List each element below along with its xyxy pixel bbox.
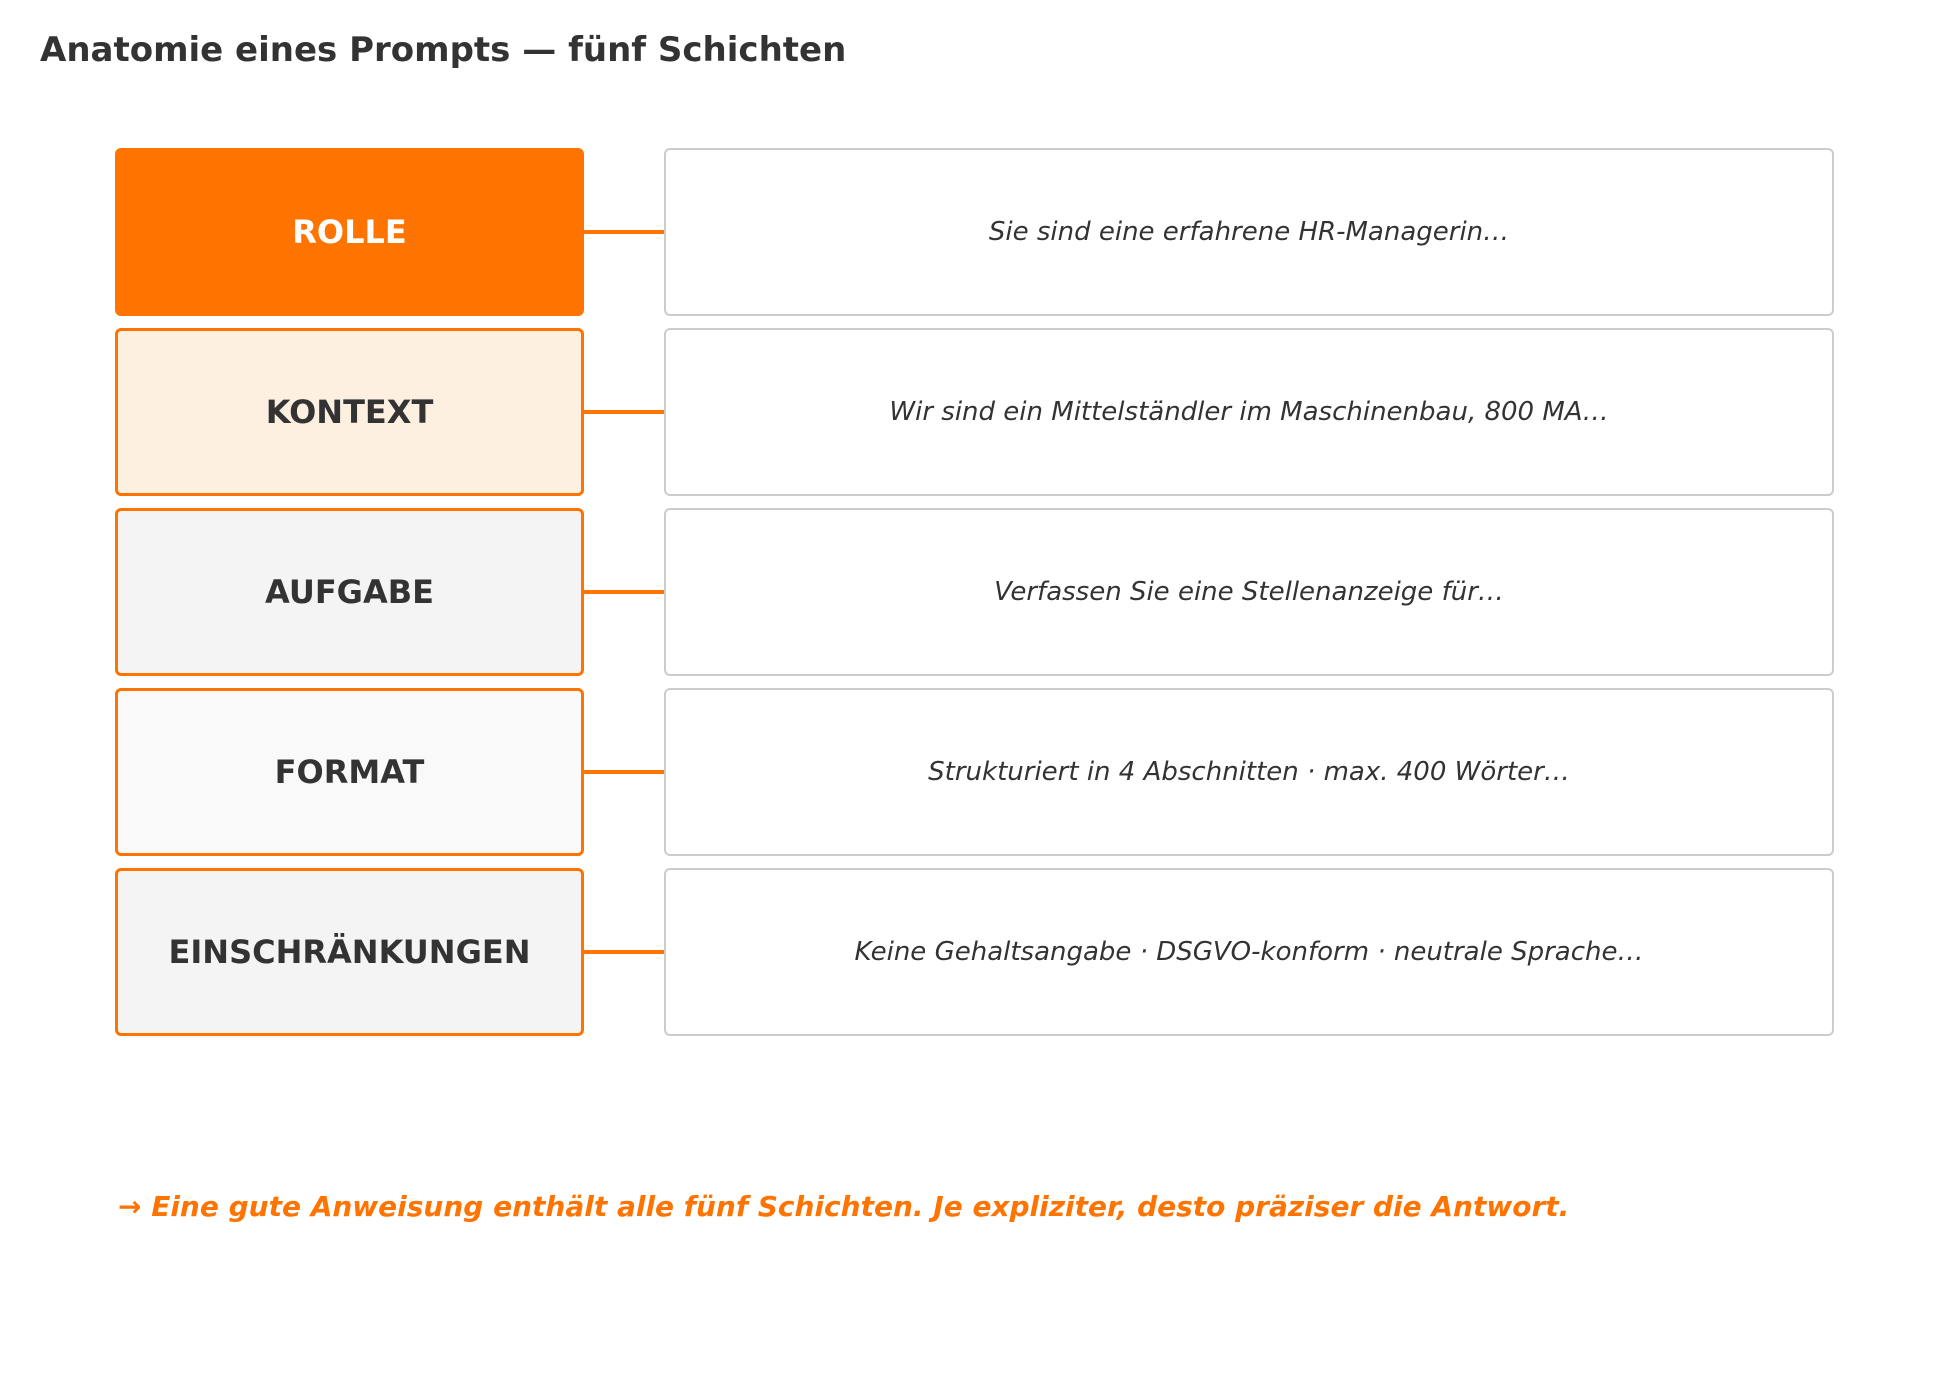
- layer-format: [115, 688, 1834, 860]
- layer-description: Verfassen Sie eine Stellenanzeige für…: [994, 577, 1504, 607]
- footer-note: → Eine gute Anweisung enthält alle fünf Schichten. Je expliziter, desto präziser die Antwort.: [118, 1190, 1570, 1223]
- layer-label-box: [115, 148, 584, 316]
- layer-label-box: [115, 508, 584, 676]
- layer-description-box: [664, 868, 1834, 1036]
- layer-aufgabe: [115, 508, 1834, 680]
- layer-description-box: [664, 508, 1834, 676]
- layer-label: ROLLE: [292, 213, 407, 251]
- connector-line: [584, 950, 666, 954]
- layer-rolle: [115, 148, 1834, 320]
- layer-label: EINSCHRÄNKUNGEN: [168, 933, 531, 971]
- layer-label-box: [115, 688, 584, 856]
- layer-label: AUFGABE: [265, 573, 434, 611]
- connector-line: [584, 230, 666, 234]
- layer-description-box: [664, 148, 1834, 316]
- layer-label: FORMAT: [274, 753, 425, 791]
- layer-kontext: [115, 328, 1834, 500]
- layer-description: Wir sind ein Mittelständler im Maschinenbau, 800 MA…: [889, 397, 1609, 427]
- layer-description: Sie sind eine erfahrene HR-Managerin…: [988, 217, 1510, 247]
- layer-label: KONTEXT: [265, 393, 434, 431]
- layer-label-box: [115, 328, 584, 496]
- connector-line: [584, 590, 666, 594]
- layer-description-box: [664, 328, 1834, 496]
- connector-line: [584, 770, 666, 774]
- layer-description: Keine Gehaltsangabe · DSGVO-konform · neutrale Sprache…: [854, 937, 1644, 967]
- page-title: Anatomie eines Prompts — fünf Schichten: [40, 30, 847, 70]
- layer-label-box: [115, 868, 584, 1036]
- connector-line: [584, 410, 666, 414]
- layer-einschraenkungen: [115, 868, 1834, 1040]
- layer-description: Strukturiert in 4 Abschnitten · max. 400 Wörter…: [928, 757, 1570, 787]
- layer-description-box: [664, 688, 1834, 856]
